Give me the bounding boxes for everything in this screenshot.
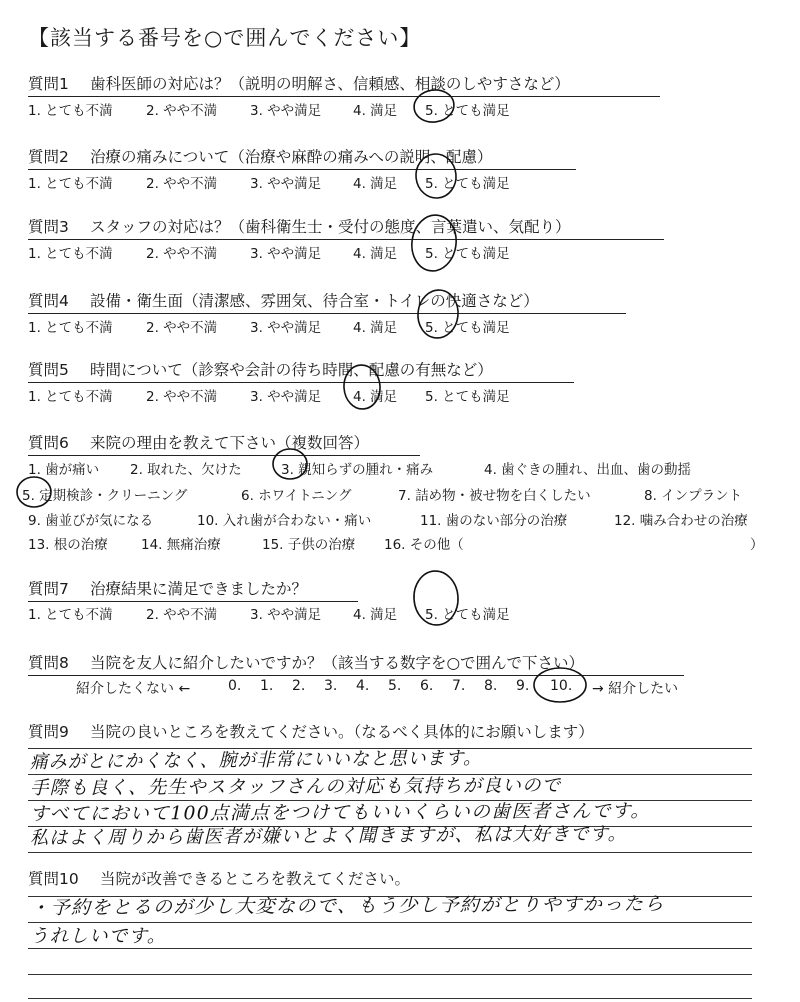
q7-option-3[interactable]: 3. やや満足	[250, 607, 322, 623]
q8-left-label: 紹介したくない ←	[76, 681, 191, 697]
q4-text: 設備・衛生面（清潔感、雰囲気、待合室・トイレの快適さなど）	[90, 292, 539, 310]
q6-option-4[interactable]: 4. 歯ぐきの腫れ、出血、歯の動揺	[484, 462, 691, 478]
q8-scale-7[interactable]: 7.	[452, 678, 466, 694]
q6-option-5[interactable]: 5. 定期検診・クリーニング	[22, 488, 188, 504]
q4-option-1[interactable]: 1. とても不満	[28, 320, 113, 336]
q9-handwritten-line-2: 手際も良く、先生やスタッフさんの対応も気持ちが良いので	[29, 775, 562, 799]
q7-title	[28, 577, 358, 602]
q2-title	[28, 145, 576, 170]
q6-option-3[interactable]: 3. 親知らずの腫れ・痛み	[281, 462, 434, 478]
q8-scale-8[interactable]: 8.	[484, 678, 498, 694]
q10-number: 質問10	[28, 870, 79, 888]
survey-header: 【該当する番号を○で囲んでください】	[28, 26, 422, 50]
q9-answer-line-5	[28, 852, 752, 853]
q10-handwritten-line-1: ・予約をとるのが少し大変なので、もう少し予約がとりやすかったら	[29, 893, 665, 919]
q7-option-4[interactable]: 4. 満足	[353, 607, 398, 623]
q1-title	[28, 72, 660, 97]
q1-option-4[interactable]: 4. 満足	[353, 103, 398, 119]
q5-option-4[interactable]: 4. 満足	[353, 389, 398, 405]
q8-scale-3[interactable]: 3.	[324, 678, 338, 694]
q2-number: 質問2	[28, 148, 69, 166]
q7-option-1[interactable]: 1. とても不満	[28, 607, 113, 623]
q6-number: 質問6	[28, 434, 69, 452]
q9-handwritten-line-4: 私はよく周りから歯医者が嫌いとよく聞きますが、私は大好きです。	[29, 823, 628, 849]
q8-scale-0[interactable]: 0.	[228, 678, 242, 694]
q3-option-1[interactable]: 1. とても不満	[28, 246, 113, 262]
q10-title	[28, 867, 410, 889]
q1-option-5[interactable]: 5. とても満足	[425, 103, 510, 119]
q9-text: 当院の良いところを教えてください。（なるべく具体的にお願いします）	[90, 723, 594, 741]
q6-option-10[interactable]: 10. 入れ歯が合わない・痛い	[197, 513, 372, 529]
q1-option-1[interactable]: 1. とても不満	[28, 103, 113, 119]
q9-number: 質問9	[28, 723, 69, 741]
q2-text: 治療の痛みについて（治療や麻酔の痛みへの説明、配慮）	[90, 148, 493, 166]
q7-option-2[interactable]: 2. やや不満	[146, 607, 218, 623]
q1-number: 質問1	[28, 75, 69, 93]
q4-title	[28, 289, 626, 314]
q6-other-close-paren: ）	[750, 537, 764, 553]
q4-option-5[interactable]: 5. とても満足	[425, 320, 510, 336]
q6-option-12[interactable]: 12. 噛み合わせの治療	[614, 513, 748, 529]
q3-option-2[interactable]: 2. やや不満	[146, 246, 218, 262]
q8-number: 質問8	[28, 654, 69, 672]
q5-text: 時間について（診察や会計の待ち時間、配慮の有無など）	[90, 361, 493, 379]
q3-number: 質問3	[28, 218, 69, 236]
q8-scale-9[interactable]: 9.	[516, 678, 530, 694]
q10-handwritten-line-2: うれしいです。	[30, 926, 167, 947]
q3-option-4[interactable]: 4. 満足	[353, 246, 398, 262]
q6-option-13[interactable]: 13. 根の治療	[28, 537, 108, 553]
q8-scale-1[interactable]: 1.	[260, 678, 274, 694]
q2-option-3[interactable]: 3. やや満足	[250, 176, 322, 192]
q2-option-4[interactable]: 4. 満足	[353, 176, 398, 192]
q6-option-6[interactable]: 6. ホワイトニング	[241, 488, 352, 504]
q6-option-7[interactable]: 7. 詰め物・被せ物を白くしたい	[398, 488, 591, 504]
q9-title	[28, 720, 594, 742]
q6-text: 来院の理由を教えて下さい（複数回答）	[90, 434, 370, 452]
q8-scale-5[interactable]: 5.	[388, 678, 402, 694]
q8-right-label: → 紹介したい	[592, 681, 679, 697]
q7-option-5[interactable]: 5. とても満足	[425, 607, 510, 623]
q4-number: 質問4	[28, 292, 69, 310]
q2-option-1[interactable]: 1. とても不満	[28, 176, 113, 192]
q6-option-16[interactable]: 16. その他（	[384, 537, 464, 553]
q5-option-5[interactable]: 5. とても満足	[425, 389, 510, 405]
q10-answer-line-5	[28, 998, 752, 999]
q1-text: 歯科医師の対応は？（説明の明解さ、信頼感、相談のしやすさなど）	[90, 75, 570, 93]
q10-text: 当院が改善できるところを教えてください。	[100, 870, 411, 888]
q6-option-2[interactable]: 2. 取れた、欠けた	[130, 462, 242, 478]
q9-handwritten-line-3: すべてにおいて100点満点をつけてもいいくらいの歯医者さんです。	[29, 800, 651, 825]
q8-scale-6[interactable]: 6.	[420, 678, 434, 694]
q3-text: スタッフの対応は？（歯科衛生士・受付の態度、言葉遣い、気配り）	[90, 218, 571, 236]
q6-title	[28, 431, 420, 456]
q8-text: 当院を友人に紹介したいですか？（該当する数字を○で囲んで下さい）	[90, 654, 585, 672]
q4-option-4[interactable]: 4. 満足	[353, 320, 398, 336]
q8-title	[28, 651, 684, 676]
q3-option-3[interactable]: 3. やや満足	[250, 246, 322, 262]
q6-option-1[interactable]: 1. 歯が痛い	[28, 462, 100, 478]
q2-option-2[interactable]: 2. やや不満	[146, 176, 218, 192]
q5-option-1[interactable]: 1. とても不満	[28, 389, 113, 405]
q6-option-9[interactable]: 9. 歯並びが気になる	[28, 513, 154, 529]
q2-option-5[interactable]: 5. とても満足	[425, 176, 510, 192]
q8-scale-4[interactable]: 4.	[356, 678, 370, 694]
q7-number: 質問7	[28, 580, 69, 598]
q10-answer-line-4	[28, 974, 752, 975]
q3-title	[28, 215, 664, 240]
q6-option-8[interactable]: 8. インプラント	[644, 488, 743, 504]
q4-option-2[interactable]: 2. やや不満	[146, 320, 218, 336]
q6-option-11[interactable]: 11. 歯のない部分の治療	[420, 513, 568, 529]
q1-option-2[interactable]: 2. やや不満	[146, 103, 218, 119]
q4-option-3[interactable]: 3. やや満足	[250, 320, 322, 336]
q6-option-14[interactable]: 14. 無痛治療	[141, 537, 221, 553]
q5-option-3[interactable]: 3. やや満足	[250, 389, 322, 405]
q5-option-2[interactable]: 2. やや不満	[146, 389, 218, 405]
q3-option-5[interactable]: 5. とても満足	[425, 246, 510, 262]
q9-handwritten-line-1: 痛みがとにかくなく、腕が非常にいいなと思います。	[29, 747, 483, 774]
q5-number: 質問5	[28, 361, 69, 379]
q8-scale-10[interactable]: 10.	[550, 678, 573, 694]
q10-answer-line-3	[28, 948, 752, 949]
q1-option-3[interactable]: 3. やや満足	[250, 103, 322, 119]
q6-option-15[interactable]: 15. 子供の治療	[262, 537, 356, 553]
q5-title	[28, 358, 574, 383]
q8-scale-2[interactable]: 2.	[292, 678, 306, 694]
q7-text: 治療結果に満足できましたか？	[90, 580, 308, 598]
